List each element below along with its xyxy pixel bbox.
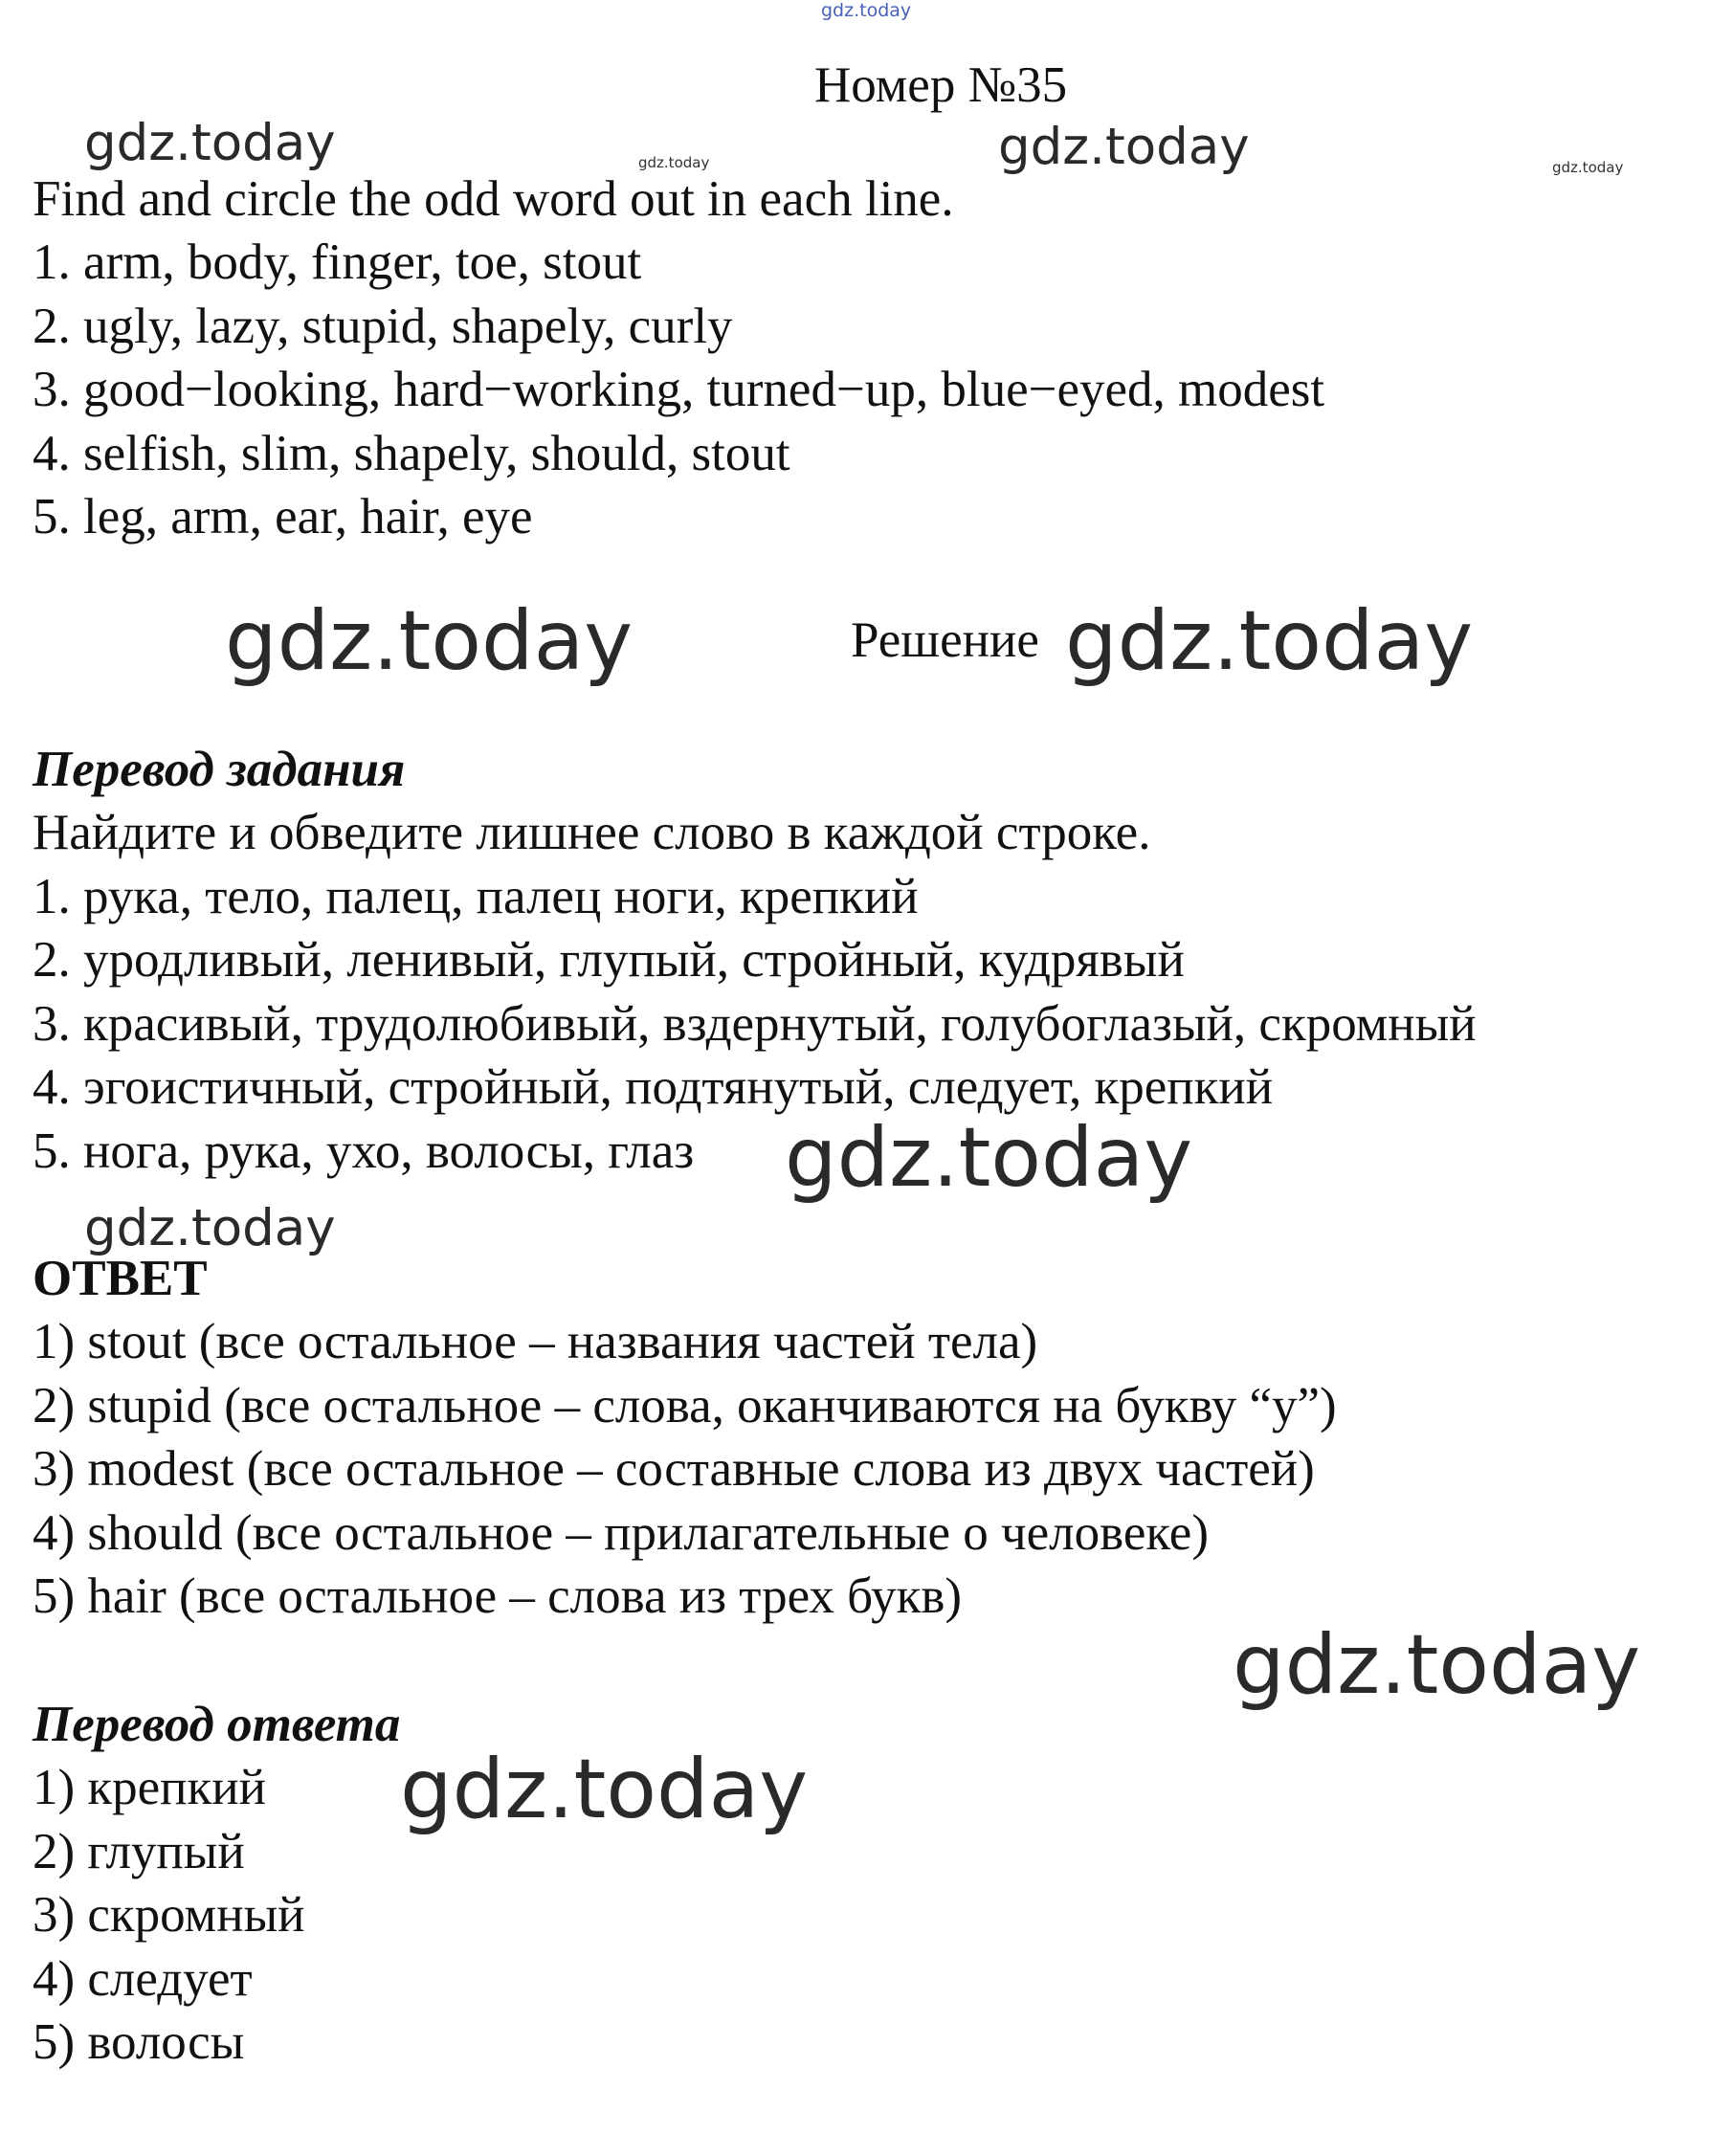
watermark: gdz.today	[84, 1199, 336, 1257]
task-translation-item-5: 5. нога, рука, ухо, волосы, глаз	[33, 1123, 695, 1179]
watermark-large: gdz.today	[785, 1110, 1193, 1206]
watermark-top: gdz.today	[821, 0, 912, 21]
task-translation-item-2: 2. уродливый, ленивый, глупый, стройный, кудрявый	[33, 932, 1185, 988]
task-translation-item-1: 1. рука, тело, палец, палец ноги, крепкий	[33, 869, 919, 924]
answer-translation-heading: Перевод ответа	[33, 1697, 401, 1752]
task-item-3: 3. good−looking, hard−working, turned−up, blue−eyed, modest	[33, 362, 1325, 417]
solution-label: Решение	[851, 612, 1039, 668]
answer-item-1: 1) stout (все остальное – названия частей тела)	[33, 1314, 1038, 1369]
page-title: Номер №35	[814, 57, 1068, 113]
task-item-5: 5. leg, arm, ear, hair, eye	[33, 489, 533, 545]
task-translation-heading: Перевод задания	[33, 742, 406, 797]
task-item-2: 2. ugly, lazy, stupid, shapely, curly	[33, 299, 733, 354]
answer-item-3: 3) modest (все остальное – составные слова из двух частей)	[33, 1441, 1315, 1497]
task-translation-instruction: Найдите и обведите лишнее слово в каждой строке.	[33, 805, 1151, 860]
task-translation-item-3: 3. красивый, трудолюбивый, вздернутый, голубоглазый, скромный	[33, 996, 1477, 1052]
task-instruction: Find and circle the odd word out in each line.	[33, 171, 954, 227]
watermark-large: gdz.today	[1065, 593, 1474, 689]
task-translation-item-4: 4. эгоистичный, стройный, подтянутый, следует, крепкий	[33, 1059, 1274, 1115]
answer-item-5: 5) hair (все остальное – слова из трех букв)	[33, 1568, 963, 1624]
watermark: gdz.today	[998, 118, 1250, 176]
answer-heading: ОТВЕТ	[33, 1251, 208, 1306]
watermark-large: gdz.today	[225, 593, 634, 689]
task-item-1: 1. arm, body, finger, toe, stout	[33, 234, 642, 290]
task-item-4: 4. selfish, slim, shapely, should, stout	[33, 426, 790, 481]
answer-item-2: 2) stupid (все остальное – слова, оканчиваются на букву “y”)	[33, 1378, 1337, 1434]
answer-translation-item-2: 2) глупый	[33, 1824, 245, 1879]
watermark-small: gdz.today	[638, 154, 710, 171]
answer-translation-item-3: 3) скромный	[33, 1887, 305, 1943]
answer-translation-item-1: 1) крепкий	[33, 1760, 267, 1815]
answer-item-4: 4) should (все остальное – прилагательные о человеке)	[33, 1505, 1209, 1561]
watermark-large: gdz.today	[1233, 1617, 1641, 1713]
watermark: gdz.today	[84, 114, 336, 172]
watermark-small: gdz.today	[1552, 159, 1624, 176]
watermark-large: gdz.today	[400, 1742, 809, 1837]
answer-translation-item-5: 5) волосы	[33, 2014, 245, 2070]
answer-translation-item-4: 4) следует	[33, 1951, 253, 2007]
